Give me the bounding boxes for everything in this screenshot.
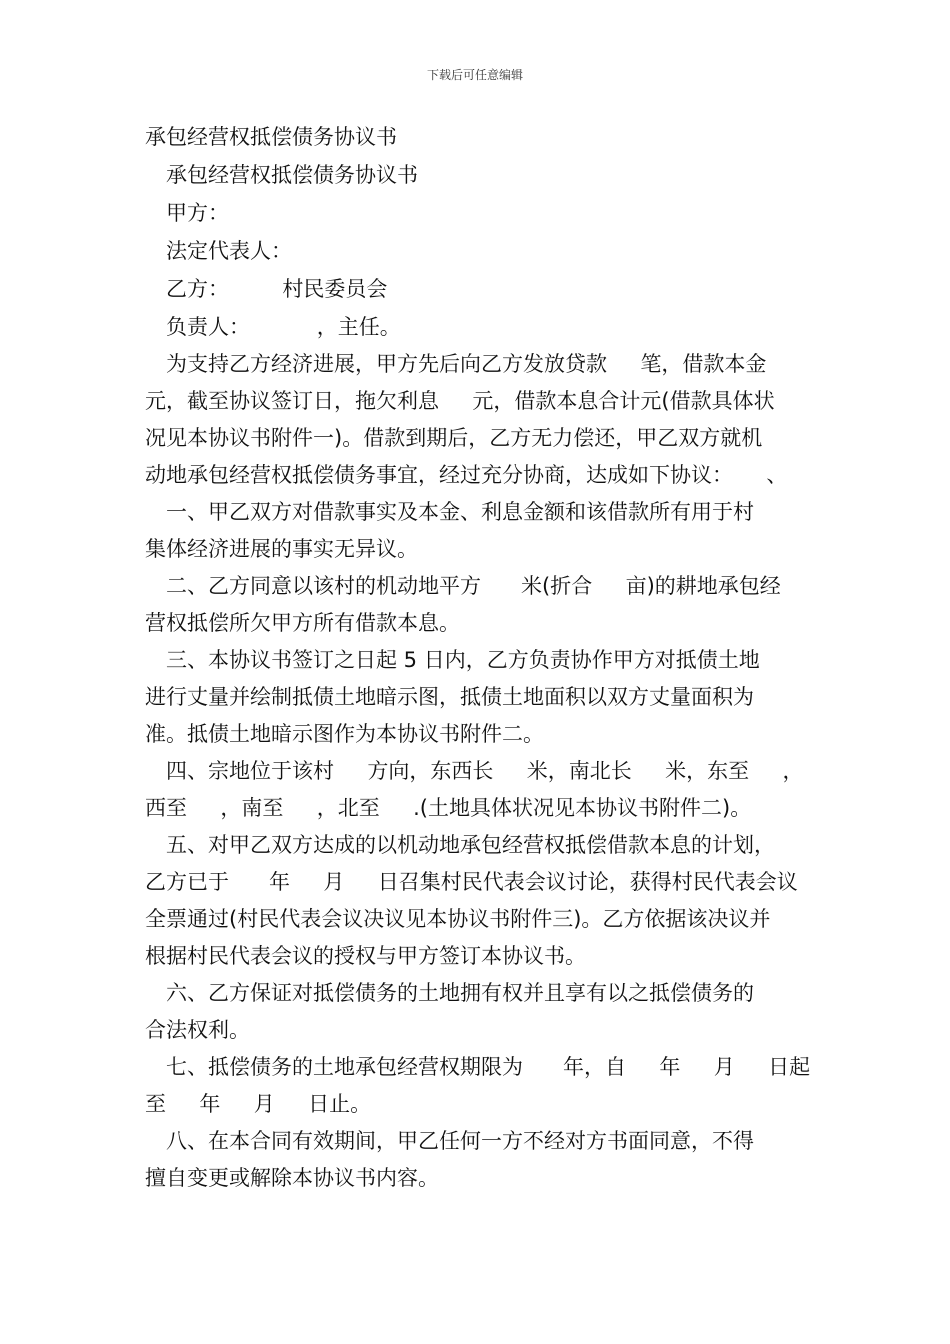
paragraph-line: 准。抵债土地暗示图作为本协议书附件二。 xyxy=(145,722,544,746)
paragraph-line: 二、乙方同意以该村的机动地平方 米(折合 亩)的耕地承包经 xyxy=(166,574,781,598)
paragraph-line: 西至 ，南至 ，北至 .(土地具体状况见本协议书附件二)。 xyxy=(145,796,752,820)
paragraph-line: 集体经济进展的事实无异议。 xyxy=(145,537,418,561)
paragraph-line: 元，截至协议签订日，拖欠利息 元，借款本息合计元(借款具体状 xyxy=(145,389,775,413)
paragraph-line: 况见本协议书附件一)。借款到期后，乙方无力偿还，甲乙双方就机 xyxy=(145,426,763,450)
paragraph-preamble xyxy=(145,346,815,494)
paragraph-line: 根据村民代表会议的授权与甲方签订本协议书。 xyxy=(145,944,586,968)
party-b-line: 乙方： 村民委员会 xyxy=(166,277,388,301)
paragraph-line: 至 年 月 日止。 xyxy=(145,1092,372,1116)
paragraph-line: 进行丈量并绘制抵债土地暗示图，抵债土地面积以双方丈量面积为 xyxy=(145,685,754,709)
paragraph-line: 为支持乙方经济进展，甲方先后向乙方发放贷款 笔，借款本金 xyxy=(166,352,767,376)
paragraph-line: 四、宗地位于该村 方向，东西长 米，南北长 米，东至 ， xyxy=(166,759,804,783)
clause-8 xyxy=(145,1123,815,1197)
paragraph-line: 擅自变更或解除本协议书内容。 xyxy=(145,1166,439,1190)
document-title: 承包经营权抵偿债务协议书 xyxy=(145,125,397,149)
header-note: 下载后可任意编辑 xyxy=(426,68,523,82)
paragraph-line: 营权抵偿所欠甲方所有借款本息。 xyxy=(145,611,460,635)
clause-1 xyxy=(145,494,815,568)
document-subtitle: 承包经营权抵偿债务协议书 xyxy=(166,163,418,187)
paragraph-line: 乙方已于 年 月 日召集村民代表会议讨论，获得村民代表会议 xyxy=(145,870,798,894)
paragraph-line: 八、在本合同有效期间，甲乙任何一方不经对方书面同意，不得 xyxy=(166,1129,754,1153)
paragraph-line: 一、甲乙双方对借款事实及本金、利息金额和该借款所有用于村 xyxy=(166,500,754,524)
paragraph-line: 六、乙方保证对抵偿债务的土地拥有权并且享有以之抵偿债务的 xyxy=(166,981,754,1005)
clause-5 xyxy=(145,827,815,975)
paragraph-line: 七、抵偿债务的土地承包经营权期限为 年，自 年 月 日起 xyxy=(166,1055,811,1079)
paragraph-line: 三、本协议书签订之日起 5 日内，乙方负责协作甲方对抵债土地 xyxy=(166,648,760,672)
document-body xyxy=(145,118,815,1197)
paragraph-line: 合法权利。 xyxy=(145,1018,250,1042)
clause-7 xyxy=(145,1049,815,1123)
paragraph-line: 全票通过(村民代表会议决议见本协议书附件三)。乙方依据该决议并 xyxy=(145,907,771,931)
paragraph-line: 五、对甲乙双方达成的以机动地承包经营权抵偿借款本息的计划， xyxy=(166,833,775,857)
clause-6 xyxy=(145,975,815,1049)
party-a-line: 甲方： xyxy=(166,201,229,225)
responsible-person-line: 负责人： ，主任。 xyxy=(166,315,401,339)
clause-4 xyxy=(145,753,815,827)
clause-2 xyxy=(145,568,815,642)
legal-representative-line: 法定代表人： xyxy=(166,239,292,263)
clause-3 xyxy=(145,642,815,753)
paragraph-line: 动地承包经营权抵偿债务事宜，经过充分协商，达成如下协议： 、 xyxy=(145,463,788,487)
